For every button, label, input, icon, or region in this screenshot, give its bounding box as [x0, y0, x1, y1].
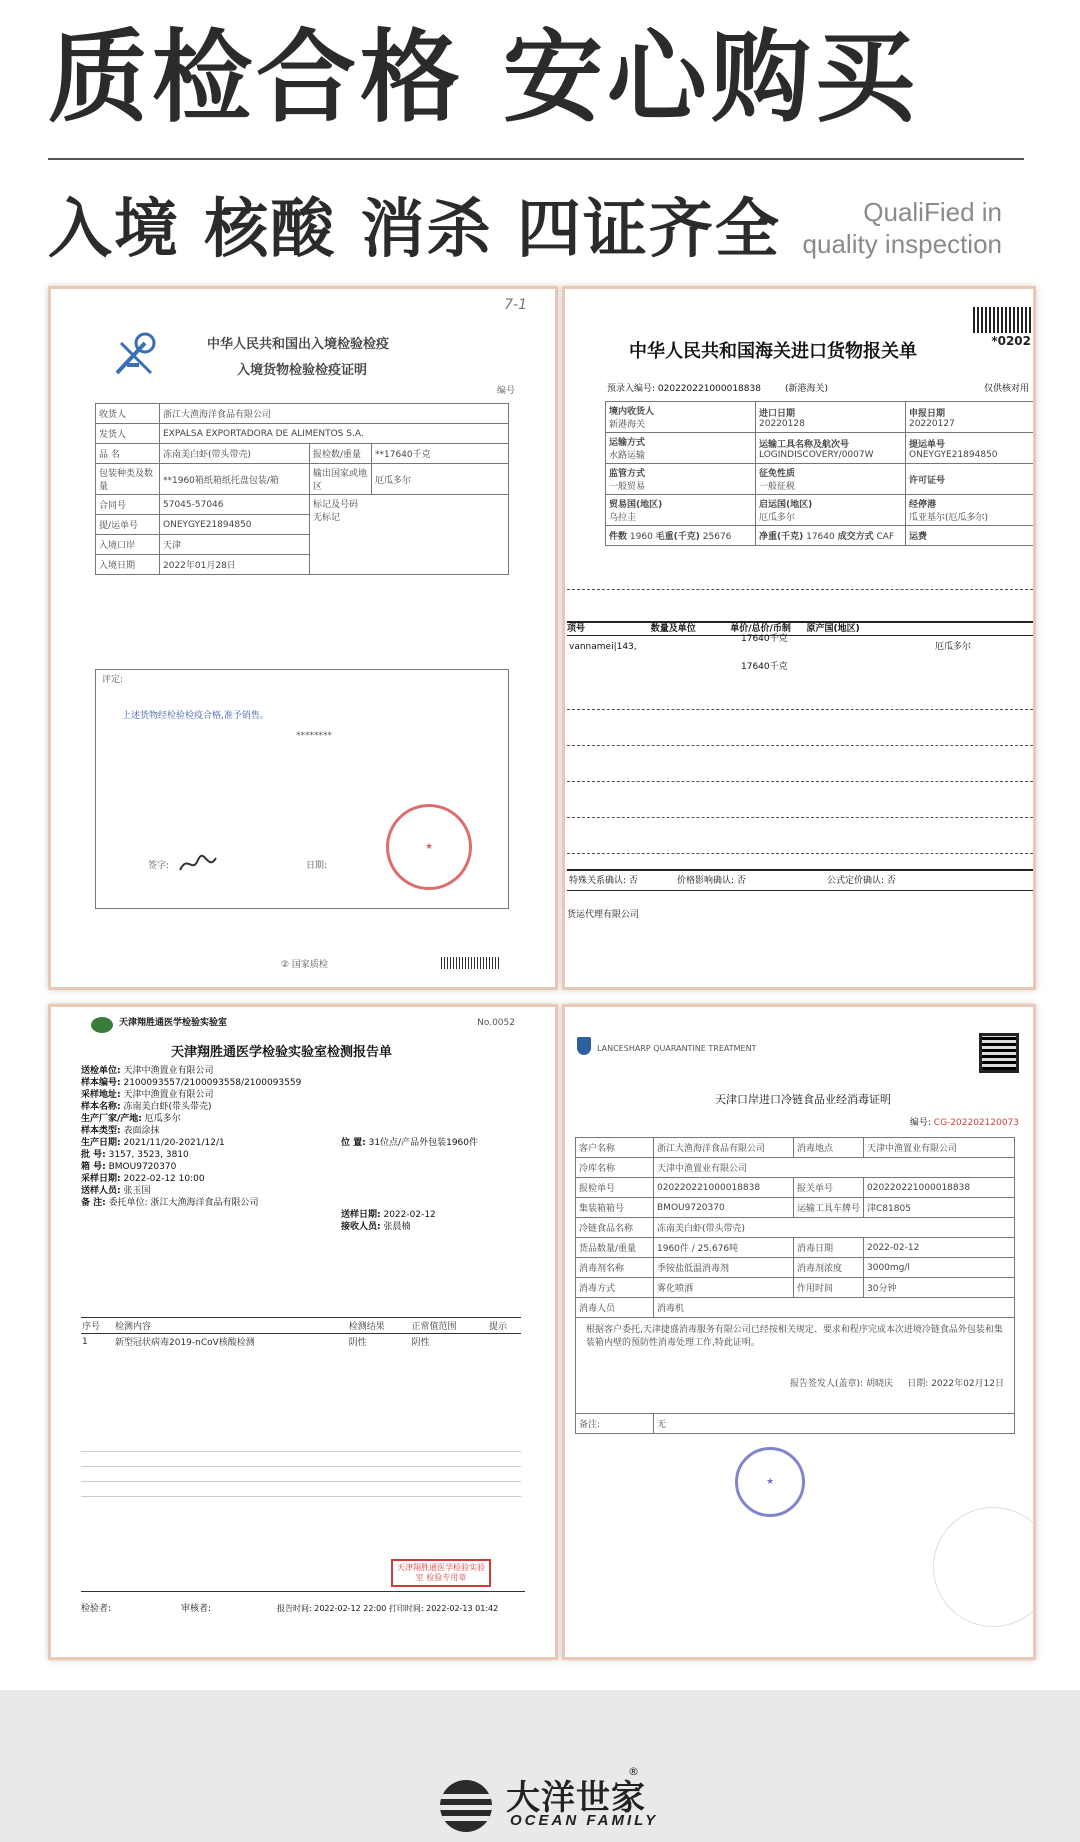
customs-port: (新港海关) [785, 384, 829, 394]
page-title: 质检合格 安心购买 [48, 19, 919, 136]
lab-notes [81, 1437, 521, 1511]
table-header-row: 序号 检测内容 检测结果 正常值范围 提示 [81, 1318, 521, 1334]
lab-results-table [81, 1317, 521, 1349]
table-row: 提/运单号 ONEYGYE21894850 [96, 515, 509, 535]
lab-position: 位 置: 31位点/产品外包装1960件 [341, 1138, 478, 1148]
english-tagline [803, 196, 1002, 260]
registered-mark: ® [628, 1765, 639, 1778]
table-row: 监管方式 一般贸易 征免性质 一般征税 许可证号 [606, 464, 1035, 495]
agent-name: 货运代理有限公司 [567, 910, 640, 920]
table-row: 1 新型冠状病毒2019-nCoV核酸检测 阴性 阴性 [82, 1336, 430, 1348]
table-row: 消毒人员 消毒机 [576, 1298, 1015, 1318]
customs-title: 中华人民共和国海关进口货物报关单 [629, 341, 917, 362]
goods-origin: 厄瓜多尔 [935, 642, 972, 652]
table-row: 根据客户委托,天津捷盛消毒服务有限公司已经按相关规定、要求和程序完成本次进境冷链食品外包装和集装箱内壁的预防性消毒处理工作,特此证明。 报告签发人(盖章): 胡晓庆 日期: 2022年02月12日 [576, 1318, 1015, 1414]
disinfection-seal: ★ [735, 1447, 805, 1517]
official-seal: ★ [386, 804, 472, 890]
barcode-text: *0202 [991, 334, 1031, 348]
report-time: 报告时间: 2022-02-12 22:00 打印时间: 2022-02-13 01:42 [277, 1604, 499, 1613]
evaluation-text: 上述货物经检验检疫合格,准予销售。 [122, 711, 269, 721]
lab-logo-icon [91, 1017, 113, 1033]
lab-info: 送检单位: 天津中渔置业有限公司 样本编号: 2100093557/2100093558/2100093559 采样地址: 天津中渔置业有限公司 样本名称: 冻南美白虾(带头带壳) 生产厂家/产地: 厄瓜多尔 样本类型: 表面涂抹 生产日期: 2021/11/20-2021/12/1 批 号: 3157, 3523, 3810 箱 号: BMOU9720370 采样日期: 2022-02-12 10:00 送样人员: 张玉国 备 注: 委托单位: 浙江大渔海洋食品有限公司 [81, 1066, 302, 1208]
table-row: 消毒剂名称 季铵盐低温消毒剂 消毒剂浓度 3000mg/l [576, 1258, 1015, 1278]
disinfection-table [575, 1137, 1015, 1434]
lab-name: 天津翔胜通医学检验实验室 [119, 1018, 228, 1028]
company-logo-icon [577, 1037, 591, 1055]
date-label: 日期: [306, 861, 328, 871]
table-row: 运输方式 水路运输 运输工具名称及航次号 LOGINDISCOVERY/0007W 提运单号 ONEYGYE21894850 [606, 433, 1035, 464]
disinfection-statement: 根据客户委托,天津捷盛消毒服务有限公司已经按相关规定、要求和程序完成本次进境冷链食品外包装和集装箱内壁的预防性消毒处理工作,特此证明。 [586, 1325, 1003, 1348]
table-row: 品 名 冻南美白虾(带头带壳) 报检数/重量 **17640千克 [96, 444, 509, 464]
title-divider [48, 158, 1024, 160]
brand-name-en: OCEAN FAMILY [510, 1812, 659, 1829]
english-tagline-line2: quality inspection [802, 229, 1002, 259]
goods-header: 项号 数量及单位 单价/总价/币制 原产国(地区) [567, 621, 1033, 636]
page-subtitle: 入境 核酸 消杀 四证齐全 [48, 193, 781, 267]
lab-receiver: 接收人员: 张晨楠 [341, 1222, 411, 1232]
lab-report[interactable] [48, 1004, 558, 1660]
table-row: 发货人 EXPALSA EXPORTADORA DE ALIMENTOS S.A. [96, 424, 509, 444]
verify-note: 仅供核对用 [983, 384, 1029, 394]
table-row: 入境口岸 天津 [96, 535, 509, 555]
customs-declaration[interactable] [562, 286, 1036, 990]
customs-fields-table [605, 401, 1035, 546]
company-name: LANCESHARP QUARANTINE TREATMENT [597, 1044, 757, 1053]
table-row: 合同号 57045-57046 标记及号码 无标记 [96, 495, 509, 515]
goods-qty2: 17640千克 [741, 662, 788, 672]
table-row: 境内收货人 新港海关 进口日期 20220128 申报日期 20220127 [606, 402, 1035, 433]
disinfection-title: 天津口岸进口冷链食品业经消毒证明 [715, 1093, 891, 1106]
table-row: 报检单号 020220221000018838 报关单号 020220221000018838 [576, 1178, 1015, 1198]
inspection-certificate[interactable] [48, 286, 558, 990]
disinfection-number: 编号: CG-202202120073 [909, 1118, 1019, 1128]
signature-icon [178, 852, 218, 876]
goods-name: vannamei|143, [569, 642, 637, 652]
evaluation-stars: ******** [296, 731, 332, 741]
inspection-table [95, 403, 509, 575]
table-row: 包装种类及数量 **1960箱纸箱纸托盘包装/箱 输出国家或地区 厄瓜多尔 [96, 464, 509, 495]
table-row: 消毒方式 雾化喷洒 作用时间 30分钟 [576, 1278, 1015, 1298]
lab-report-title: 天津翔胜通医学检验实验室检测报告单 [171, 1045, 393, 1060]
barcode-bottom [441, 957, 501, 969]
table-row: 备注: 无 [576, 1414, 1015, 1434]
english-tagline-line1: QualiFied in [863, 197, 1002, 227]
table-row: 入境日期 2022年01月28日 [96, 555, 509, 575]
lab-receive-date: 送样日期: 2022-02-12 [341, 1210, 436, 1220]
cert-footer-note: ② 国家质检 [281, 960, 328, 970]
barcode [973, 307, 1033, 333]
table-row: 贸易国(地区) 乌拉圭 启运国(地区) 厄瓜多尔 经停港 瓜亚基尔(厄瓜多尔) [606, 495, 1035, 526]
inspector-label: 检验者: [81, 1604, 112, 1614]
brand-logo-icon [440, 1780, 492, 1832]
table-row: 收货人 浙江大渔海洋食品有限公司 [96, 404, 509, 424]
disinfection-certificate[interactable] [562, 1004, 1036, 1660]
table-row: 冷库名称 天津中渔置业有限公司 [576, 1158, 1015, 1178]
table-row: 客户名称 浙江大渔海洋食品有限公司 消毒地点 天津中渔置业有限公司 [576, 1138, 1015, 1158]
lab-stamp: 天津翔胜通医学检验实验室 检验专用章 [391, 1559, 491, 1587]
customs-confirm-row: 特殊关系确认: 否 价格影响确认: 否 公式定价确认: 否 [567, 869, 1033, 891]
brand-name: 大洋世家 [506, 1779, 646, 1817]
table-row: 货品数量/重量 1960件 / 25.676吨 消毒日期 2022-02-12 [576, 1238, 1015, 1258]
cert-title-line2: 入境货物检验检疫证明 [237, 363, 368, 378]
cert-title-line1: 中华人民共和国出入境检验检疫 [207, 337, 390, 352]
goods-qty1: 17640千克 [741, 634, 788, 644]
corner-mark: 7-1 [504, 297, 527, 313]
sign-label: 签字: [148, 861, 170, 871]
evaluation-box: 评定: 上述货物经检验检疫合格,准予销售。 ******** 签字: 日期: ★ [95, 669, 509, 909]
qr-code-icon [979, 1033, 1019, 1073]
watermark-circle [933, 1507, 1036, 1627]
entry-number: 预录入编号: 020220221000018838 [607, 384, 761, 394]
cert-number-stub: 编号 [496, 386, 515, 396]
report-number: No.0052 [477, 1018, 515, 1028]
reviewer-label: 审核者: [181, 1604, 212, 1614]
table-row: 件数 1960 毛重(千克) 25676 净重(千克) 17640 成交方式 CAF 运费 [606, 526, 1035, 546]
table-row: 集装箱箱号 BMOU9720370 运输工具车牌号 津C81805 [576, 1198, 1015, 1218]
table-row: 冷链食品名称 冻南美白虾(带头带壳) [576, 1218, 1015, 1238]
customs-emblem-icon [111, 329, 163, 381]
